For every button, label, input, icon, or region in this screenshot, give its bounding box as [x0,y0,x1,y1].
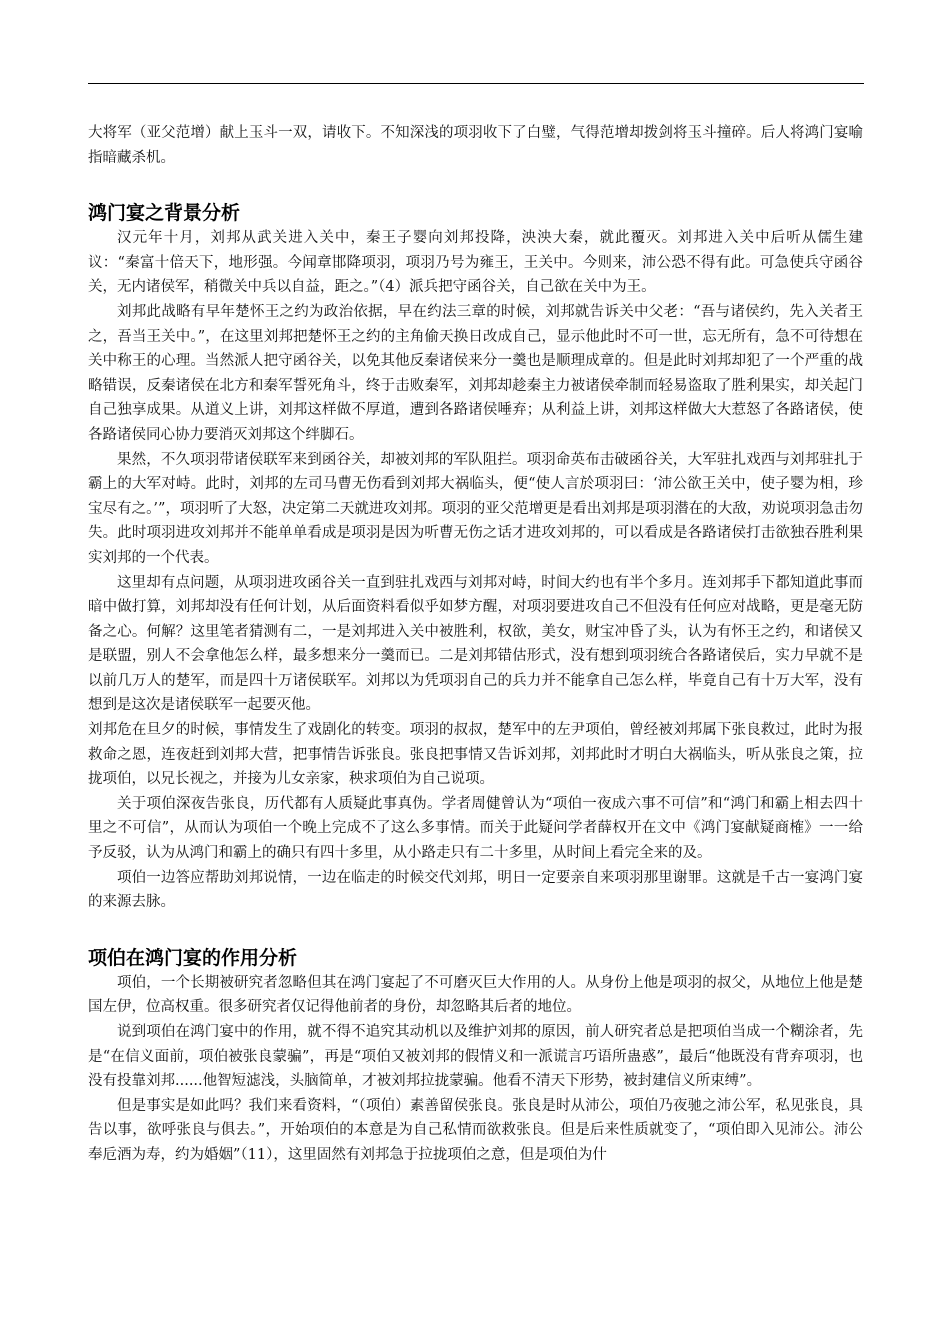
paragraph: 项伯，一个长期被研究者忽略但其在鸿门宴起了不可磨灭巨大作用的人。从身份上他是项羽的叔父，从地位上他是楚国左伊，位高权重。很多研究者仅记得他前者的身份，却忽略其后者的地位。 [88,974,863,1016]
intro-paragraph: 大将军（亚父范增）献上玉斗一双，请收下。不知深浅的项羽收下了白璧，气得范增却拨剑将玉斗撞碎。后人将鸿门宴喻指暗藏杀机。 [88,125,863,166]
paragraph: 果然，不久项羽带诸侯联军来到函谷关，却被刘邦的军队阻拦。项羽命英布击破函谷关，大军驻扎戏西与刘邦驻扎于霸上的大军对峙。此时，刘邦的左司马曹无伤看到刘邦大祸临头，便“使人言於项羽曰：‘沛公欲王关中，使子婴为相，珍宝尽有之。’”，项羽听了大怒，决定第二天就进攻刘邦。项羽的亚父范增更是看出刘邦是项羽潜在的大敌，劝说项羽急击勿失。此时项羽进攻刘邦并不能单单看成是项羽是因为听曹无伤之话才进攻刘邦的，可以看成是各路诸侯打击欲独吞胜利果实刘邦的一个代表。 [88,451,863,566]
paragraph: 汉元年十月，刘邦从武关进入关中，秦王子婴向刘邦投降，泱泱大秦，就此覆灭。刘邦进入关中后听从儒生建议：“秦富十倍天下，地形强。今闻章邯降项羽，项羽乃号为雍王，王关中。今则来，沛公恐不得有此。可急使兵守函谷关，无内诸侯军，稍微关中兵以自益，距之。”（4）派兵把守函谷关，自己欲在关中为王。 [88,230,863,296]
article-body [88,121,863,1168]
section-heading-xiangbo-role: 项伯在鸿门宴的作用分析 [88,946,298,969]
paragraph: 刘邦此战略有早年楚怀王之约为政治依据，早在约法三章的时候，刘邦就告诉关中父老：“吾与诸侯约，先入关者王之，吾当王关中。”，在这里刘邦把楚怀王之约的主角偷天换日改成自己，显示他此时不可一世，忘无所有，急不可待想在关中称王的心理。当然派人把守函谷关，以免其他反秦诸侯来分一羹也是顺理成章的。但是此时刘邦却犯了一个严重的战略错误，反秦诸侯在北方和秦军誓死角斗，终于击败秦军，刘邦却趁秦主力被诸侯牵制而轻易盗取了胜利果实，却关起门自己独享成果。从道义上讲，刘邦这样做不厚道，遭到各路诸侯唾弃；从利益上讲，刘邦这样做大大惹怒了各路诸侯，使各路诸侯同心协力要消灭刘邦这个绊脚石。 [88,303,863,443]
paragraph: 项伯一边答应帮助刘邦说情，一边在临走的时候交代刘邦，明日一定要亲自来项羽那里谢罪。这就是千古一宴鸿门宴的来源去脉。 [88,869,863,911]
paragraph: 刘邦危在旦夕的时候，事情发生了戏剧化的转变。项羽的叔叔，楚军中的左尹项伯，曾经被刘邦属下张良救过，此时为报救命之恩，连夜赶到刘邦大营，把事情告诉张良。张良把事情又告诉刘邦，刘邦此时才明白大祸临头，听从张良之策，拉拢项伯，以兄长视之，并接为儿女亲家，秧求项伯为自己说项。 [88,722,863,788]
header-rule [88,83,864,84]
section-heading-background: 鸿门宴之背景分析 [88,202,241,225]
paragraph: 这里却有点问题，从项羽进攻函谷关一直到驻扎戏西与刘邦对峙，时间大约也有半个多月。连刘邦手下都知道此事而暗中做打算，刘邦却没有任何计划，从后面资料看似乎如梦方醒，对项羽要进攻自己不但没有任何应对战略，更是毫无防备之心。何解？这里笔者猜测有二，一是刘邦进入关中被胜利，权欲，美女，财宝冲昏了头，认为有怀王之约，和诸侯又是联盟，别人不会拿他怎么样，最多想来分一羹而已。二是刘邦错估形式，没有想到项羽统合各路诸侯后，实力早就不是以前几万人的楚军，而是四十万诸侯联军。刘邦以为凭项羽自己的兵力并不能拿自己怎么样，毕竟自己有十万大军，没有想到是这次是诸侯联军一起要灭他。 [88,574,863,714]
paragraph: 关于项伯深夜告张良，历代都有人质疑此事真伪。学者周健曾认为“项伯一夜成六事不可信”和“鸿门和霸上相去四十里之不可信”，从而认为项伯一个晚上完成不了这么多事情。而关于此疑问学者薛权开在文中《鸿门宴献疑商榷》一一给予反驳，认为从鸿门和霸上的确只有四十多里，从小路走只有二十多里，从时间上看完全来的及。 [88,795,863,862]
paragraph: 说到项伯在鸿门宴中的作用，就不得不追究其动机以及维护刘邦的原因，前人研究者总是把项伯当成一个糊涂者，先是“在信义面前，项伯被张良蒙骗”，再是“项伯又被刘邦的假情义和一派谎言巧语所蛊惑”，最后“他既没有背弃项羽，也没有投靠刘邦......他智短滤浅，头脑简单，才被刘邦拉拢蒙骗。他看不清天下形势，被封建信义所束缚”。 [88,1024,863,1090]
paragraph: 但是事实是如此吗？我们来看资料，“（项伯）素善留侯张良。张良是时从沛公，项伯乃夜驰之沛公军，私见张良，具告以事，欲呼张良与俱去。”，开始项伯的本意是为自己私情而欲救张良。但是后来性质就变了，“项伯即入见沛公。沛公奉卮酒为寿，约为婚姻”（11），这里固然有刘邦急于拉拢项伯之意，但是项伯为什 [88,1097,863,1163]
